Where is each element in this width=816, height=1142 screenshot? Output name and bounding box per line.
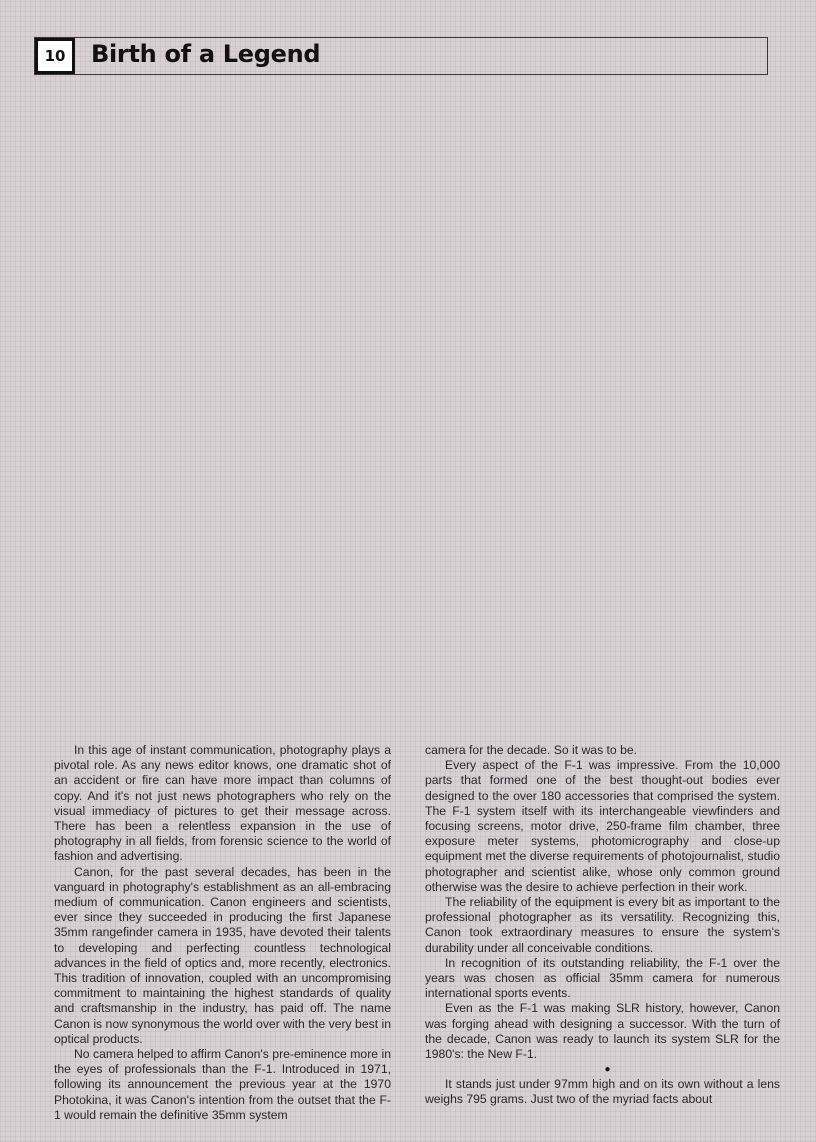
page-number: 10 xyxy=(35,38,75,74)
paragraph: It stands just under 97mm high and on its own without a lens weighs 795 grams. Just two of the myriad facts about xyxy=(425,1077,780,1107)
paragraph: Even as the F-1 was making SLR history, however, Canon was forging ahead with designing a successor. With the turn of the decade, Canon was ready to launch its system SLR for the 1980's: the New F-1. xyxy=(425,1001,780,1062)
paragraph: In recognition of its outstanding reliability, the F-1 over the years was chosen as official 35mm camera for numerous international sports events. xyxy=(425,955,780,1001)
paragraph: In this age of instant communication, photography plays a pivotal role. As any news editor knows, one dramatic shot of an accident or fire can have more impact than columns of copy. And it's not just news photographers who rely on the visual immediacy of pictures to get their message across. There has been a relentless expansion in the use of photography in all fields, from forensic science to the world of fashion and advertising. xyxy=(54,743,391,864)
page-title: Birth of a Legend xyxy=(91,40,321,68)
section-separator-bullet: ● xyxy=(604,1064,611,1076)
right-text-column xyxy=(425,743,780,1108)
paragraph: The reliability of the equipment is every bit as important to the professional photographer as its versatility. Recognizing this, Canon took extraordinary measures to ensure the system's durability under all conceivable conditions. xyxy=(425,895,780,955)
left-text-column xyxy=(54,743,391,1123)
paragraph: Canon, for the past several decades, has been in the vanguard in photography's establishment as an all-embracing medium of communication. Canon engineers and scientists, ever since they succeeded in producing the first Japanese 35mm rangefinder camera in 1935, have devoted their talents to developing and perfecting countless technological advances in the field of optics and, more recently, electronics. This tradition of innovation, coupled with an uncompromising commitment to maintaining the highest standards of quality and craftsmanship in the industry, has paid off. The name Canon is now synonymous the world over with the very best in optical products. xyxy=(54,864,391,1046)
page-header xyxy=(34,37,768,75)
paragraph-continuation: camera for the decade. So it was to be. xyxy=(425,743,638,757)
paragraph: No camera helped to affirm Canon's pre-eminence more in the eyes of professionals than the F-1. Introduced in 1971, following its announcement the previous year at the 1970 Photokina, it was Canon's intention from the outset that the F-1 would remain the definitive 35mm system xyxy=(54,1047,391,1122)
paragraph: Every aspect of the F-1 was impressive. From the 10,000 parts that formed one of the best thought-out bodies ever designed to the over 180 accessories that comprised the system. The F-1 system itself with its interchangeable viewfinders and focusing screens, motor drive, 250-frame film chamber, three exposure meter systems, photomicrography and close-up equipment met the diverse requirements of photojournalist, studio photographer and scientist alike, whose only common ground otherwise was the desire to achieve perfection in their work. xyxy=(425,758,780,894)
